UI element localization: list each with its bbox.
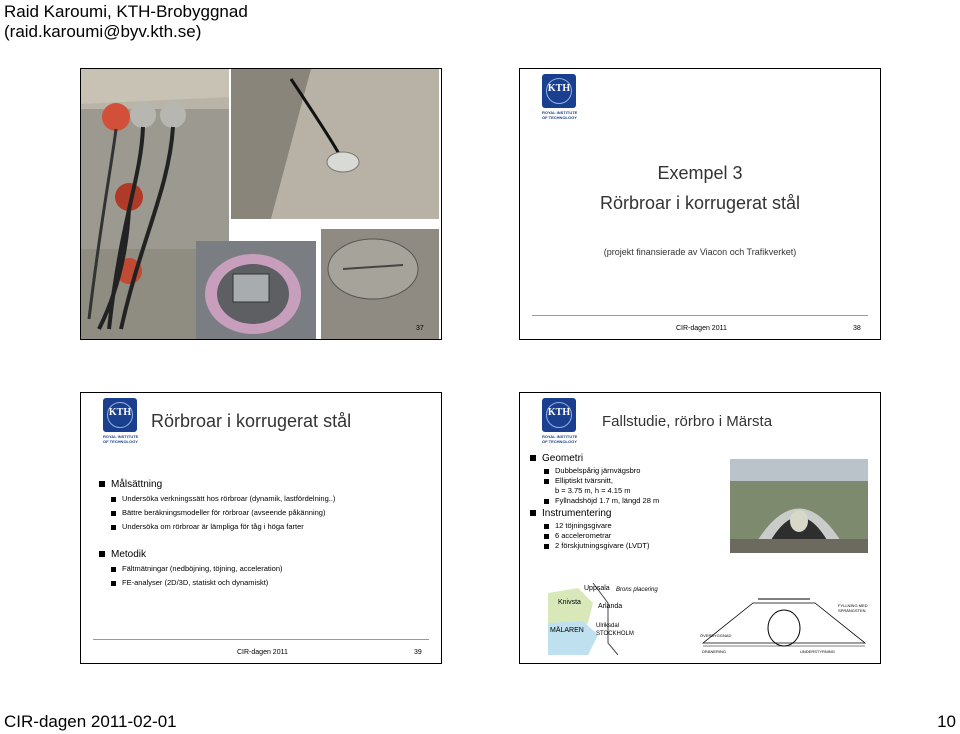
- footer-divider: [532, 315, 868, 316]
- slide-title: Rörbroar i korrugerat stål: [151, 411, 352, 431]
- culvert-photo: [730, 459, 868, 553]
- map-label: STOCKHOLM: [596, 631, 634, 637]
- page-header: [4, 2, 248, 42]
- list-item: Undersöka verkningssätt hos rörbroar (dynamik, lastfördelning..): [111, 494, 434, 503]
- slide-39: [80, 392, 442, 664]
- kth-logo-caption: ROYAL INSTITUTE OF TECHNOLOGY: [542, 434, 578, 444]
- footer-divider: [93, 639, 429, 640]
- slide-body: [99, 479, 434, 592]
- kth-logo: KTH: [542, 74, 576, 108]
- section-heading: Instrumentering: [530, 508, 730, 519]
- section-label: FYLLNING MED SPRÄNGSTEN: [838, 603, 868, 613]
- list-item: 12 töjningsgivare: [544, 521, 730, 530]
- section-label: UNDERSTYRNING: [800, 649, 835, 654]
- author-email: (raid.karoumi@byv.kth.se): [4, 22, 202, 41]
- section-heading: Metodik: [99, 549, 434, 560]
- kth-logo: KTH: [542, 398, 576, 432]
- list-item: FE-analyser (2D/3D, statiskt och dynamiskt): [111, 578, 434, 587]
- slide-title: Fallstudie, rörbro i Märsta: [602, 413, 773, 430]
- site-photos: [81, 69, 441, 339]
- slide-title: Exempel 3: [657, 163, 743, 183]
- list-item: Fältmätningar (nedböjning, töjning, acceleration): [111, 564, 434, 573]
- slide-38: [519, 68, 881, 340]
- kth-logo-caption: ROYAL INSTITUTE OF TECHNOLOGY: [542, 110, 578, 120]
- map-label: Ulriksdal: [596, 623, 620, 629]
- map-label: Uppsala: [584, 585, 610, 592]
- slide-40: [519, 392, 881, 664]
- list-item: Undersöka om rörbroar är lämpliga för tåg i höga farter: [111, 522, 434, 531]
- slide-number: 39: [414, 649, 422, 656]
- author-name: Raid Karoumi, KTH-Brobyggnad: [4, 2, 248, 21]
- map-annotation: Brons placering: [616, 587, 658, 593]
- map-label: MÄLAREN: [550, 627, 584, 634]
- map-label: Arlanda: [598, 603, 623, 610]
- kth-logo: KTH: [103, 398, 137, 432]
- slide-number: 37: [416, 325, 424, 332]
- slide-subtitle: Rörbroar i korrugerat stål: [599, 193, 801, 213]
- section-label: DRÄNERING: [702, 649, 727, 654]
- section-label: ÖVERBYGGNAD: [700, 633, 732, 638]
- page-number: 10: [937, 712, 956, 731]
- photo-instrument-well: [196, 241, 316, 339]
- list-item: 2 förskjutningsgivare (LVDT): [544, 541, 730, 550]
- slide-37: [80, 68, 442, 340]
- slide-footer: CIR-dagen 2011: [237, 649, 288, 656]
- map-label: Knivsta: [558, 599, 581, 606]
- list-item: 6 accelerometrar: [544, 531, 730, 540]
- list-item: Fyllnadshöjd 1.7 m, längd 28 m: [544, 496, 730, 505]
- slide-number: 38: [853, 325, 861, 332]
- kth-logo-caption: ROYAL INSTITUTE OF TECHNOLOGY: [103, 434, 139, 444]
- section-heading: Målsättning: [99, 479, 434, 490]
- list-item: Bättre beräkningsmodeller för rörbroar (avseende påkänning): [111, 508, 434, 517]
- list-item: Dubbelspårig järnvägsbro: [544, 466, 730, 475]
- page-footer-left: CIR-dagen 2011-02-01: [4, 712, 177, 731]
- list-item-continued: b = 3.75 m, h = 4.15 m: [555, 486, 631, 495]
- section-heading: Geometri: [530, 453, 730, 464]
- slide-body: [530, 453, 730, 551]
- cross-section-drawing: [698, 583, 870, 655]
- slide-footer: CIR-dagen 2011: [676, 325, 727, 332]
- list-item: Elliptiskt tvärsnitt,: [544, 476, 730, 485]
- photo-ground-lid: [321, 229, 439, 339]
- location-map: [548, 583, 698, 655]
- photo-concrete-underside: [231, 69, 439, 219]
- slide-note: (projekt finansierade av Viacon och Trafikverket): [603, 247, 797, 257]
